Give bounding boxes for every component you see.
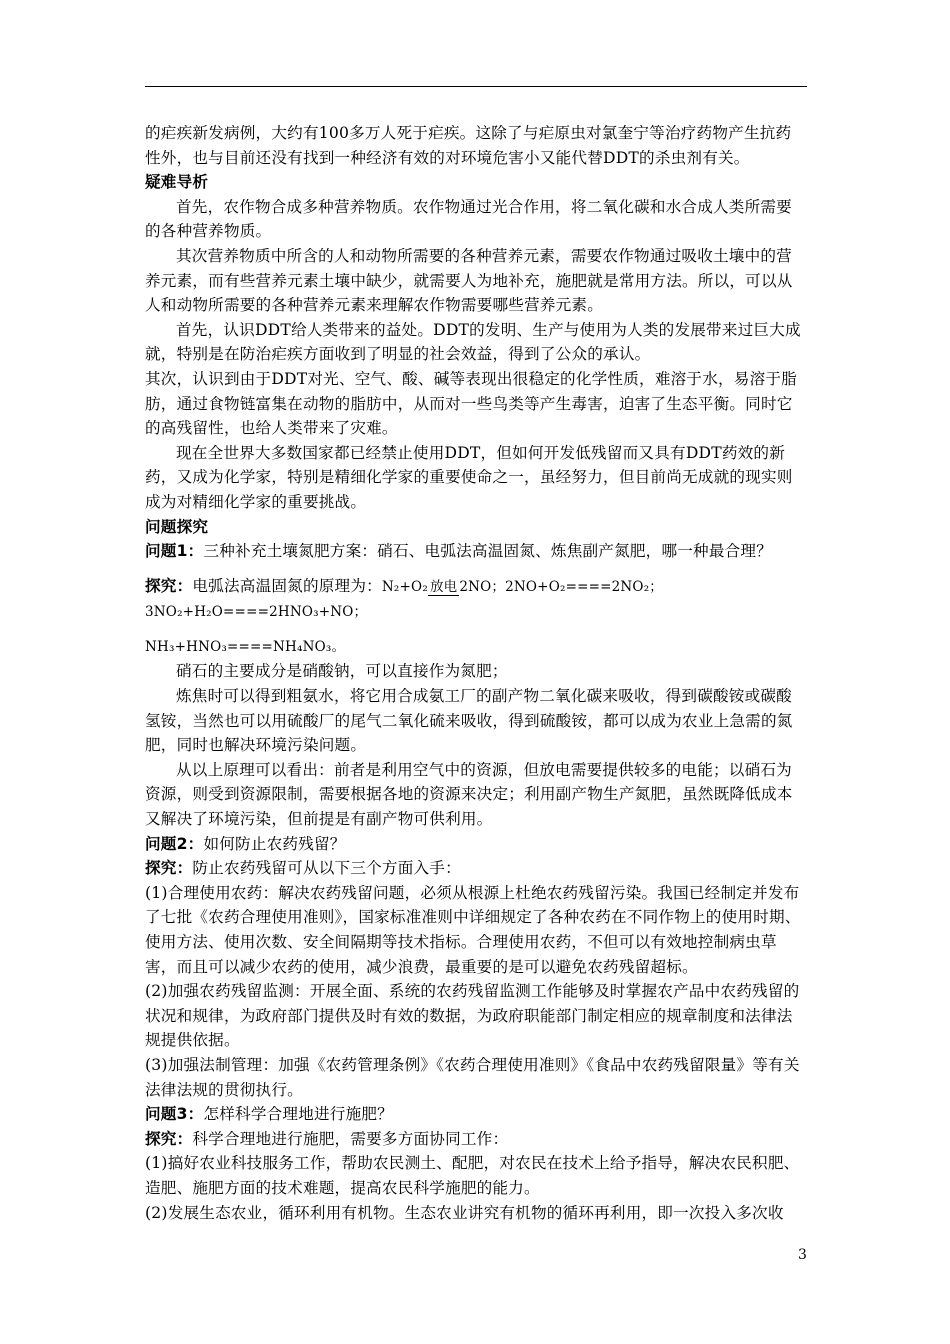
analysis-paragraph-3: 首先，认识DDT给人类带来的益处。DDT的发明、生产与使用为人类的发展带来过巨大成就，特别是在防治疟疾方面收到了明显的社会效益，得到了公众的承认。 [145, 320, 801, 364]
answer-3-text: 科学合理地进行施肥，需要多方面协同工作： [192, 1129, 509, 1148]
question-1 [145, 539, 807, 564]
answer-3 [145, 1127, 807, 1152]
answer-1-label: 探究： [145, 576, 193, 595]
answer-1-paragraph-2: 硝石的主要成分是硝酸钠，可以直接作为氮肥； [176, 662, 508, 681]
header-rule [145, 86, 807, 87]
page-number: 3 [798, 1247, 807, 1263]
answer-2-label: 探究： [145, 859, 193, 878]
analysis-paragraph-4: 其次，认识到由于DDT对光、空气、酸、碱等表现出很稳定的化学性质，难溶于水，易溶于脂肪，通过食物链富集在动物的脂肪中，从而对一些鸟类等产生毒害，迫害了生态平衡。同时它的高残留性，也给人类带来了灾难。 [145, 369, 797, 438]
answer-2-item-1: (1)合理使用农药：解决农药残留问题，必须从根源上杜绝农药残留污染。我国已经制定并发布了七批《农药合理使用准则》，国家标准准则中详细规定了各种农药在不同作物上的使用时期、使用方法、使用次数、安全间隔期等技术指标。合理使用农药，不但可以有效地控制病虫草害，而且可以减少农药的使用，减少浪费，最重要的是可以避免农药残留超标。 [145, 883, 801, 976]
answer-1-text: 电弧法高温固氮的原理为： [192, 576, 382, 595]
question-2-label: 问题2： [145, 834, 204, 853]
question-1-label: 问题1： [145, 542, 204, 561]
question-3-label: 问题3： [145, 1105, 204, 1124]
answer-2-item-2: (2)加强农药残留监测：开展全面、系统的农药残留监测工作能够及时掌握农产品中农药残留的状况和规律，为政府部门提供及时有效的数据，为政府职能部门制定相应的规章制度和法律法规提供依据。 [145, 982, 800, 1050]
answer-2 [145, 856, 807, 881]
analysis-paragraph-2: 其次营养物质中所含的人和动物所需要的各种营养元素，需要农作物通过吸收土壤中的营养元素，而有些营养元素土壤中缺少，就需要人为地补充，施肥就是常用方法。所以，可以从人和动物所需要的各种营养元素来理解农作物需要哪些营养元素。 [145, 246, 793, 315]
page-content [145, 121, 807, 1225]
answer-3-label: 探究： [145, 1129, 193, 1148]
answer-3-item-1: (1)搞好农业科技服务工作，帮助农民测土、配肥，对农民在技术上给予指导，解决农民积肥、造肥、施肥方面的技术难题，提高农民科学施肥的能力。 [145, 1154, 800, 1197]
section-heading-analysis: 疑难导析 [145, 173, 209, 192]
answer-2-item-3: (3)加强法制管理：加强《农药管理条例》《农药合理使用准则》《食品中农药残留限量》等有关法律法规的贯彻执行。 [145, 1055, 800, 1099]
answer-3-item-2: (2)发展生态农业，循环利用有机物。生态农业讲究有机物的循环再利用，即一次投入多次收 [145, 1203, 784, 1222]
analysis-paragraph-5: 现在全世界大多数国家都已经禁止使用DDT，但如何开发低残留而又具有DDT药效的新药，又成为化学家，特别是精细化学家的重要使命之一，虽经努力，但目前尚无成就的现实则成为对精细化学家的重要挑战。 [145, 443, 793, 511]
question-3-text: 怎样科学合理地进行施肥？ [203, 1105, 393, 1124]
answer-1-paragraph-4: 从以上原理可以看出：前者是利用空气中的资源，但放电需要提供较多的电能；以硝石为资源，则受到资源限制，需要根据各地的资源来决定；利用副产物生产氮肥，虽然既降低成本又解决了环境污染，但前提是有副产物可供利用。 [145, 760, 793, 829]
formula-condition-text: 放电 [429, 578, 458, 595]
answer-1-formula-line [145, 574, 807, 625]
question-3 [145, 1102, 807, 1127]
question-2 [145, 832, 807, 857]
formula-condition [428, 575, 459, 600]
section-heading-inquiry: 问题探究 [145, 517, 209, 536]
intro-paragraph: 的疟疾新发病例，大约有100多万人死于疟疾。这除了与疟原虫对氯奎宁等治疗药物产生抗药性外，也与目前还没有找到一种经济有效的对环境危害小又能代替DDT的杀虫剂有关。 [145, 124, 792, 167]
answer-2-text: 防止农药残留可从以下三个方面入手： [192, 859, 461, 878]
formula-rest: 2NO；2NO+O₂====2NO₂；3NO₂+H₂O====2HNO₃+NO； [145, 578, 664, 621]
formula-line-2: NH₃+HNO₃====NH₄NO₃。 [145, 638, 346, 655]
answer-1-paragraph-3: 炼焦时可以得到粗氨水，将它用合成氨工厂的副产物二氧化碳来吸收，得到碳酸铵或碳酸氢铵，当然也可以用硫酸厂的尾气二氧化硫来吸收，得到硫酸铵，都可以成为农业上急需的氮肥，同时也解决环境污染问题。 [145, 687, 793, 755]
formula-reactants: N₂+O₂ [381, 578, 428, 595]
analysis-paragraph-1: 首先，农作物合成多种营养物质。农作物通过光合作用，将二氧化碳和水合成人类所需要的各种营养物质。 [145, 197, 792, 241]
question-1-text: 三种补充土壤氮肥方案：硝石、电弧法高温固氮、炼焦副产氮肥，哪一种最合理？ [203, 542, 773, 561]
question-2-text: 如何防止农药残留？ [203, 834, 346, 853]
